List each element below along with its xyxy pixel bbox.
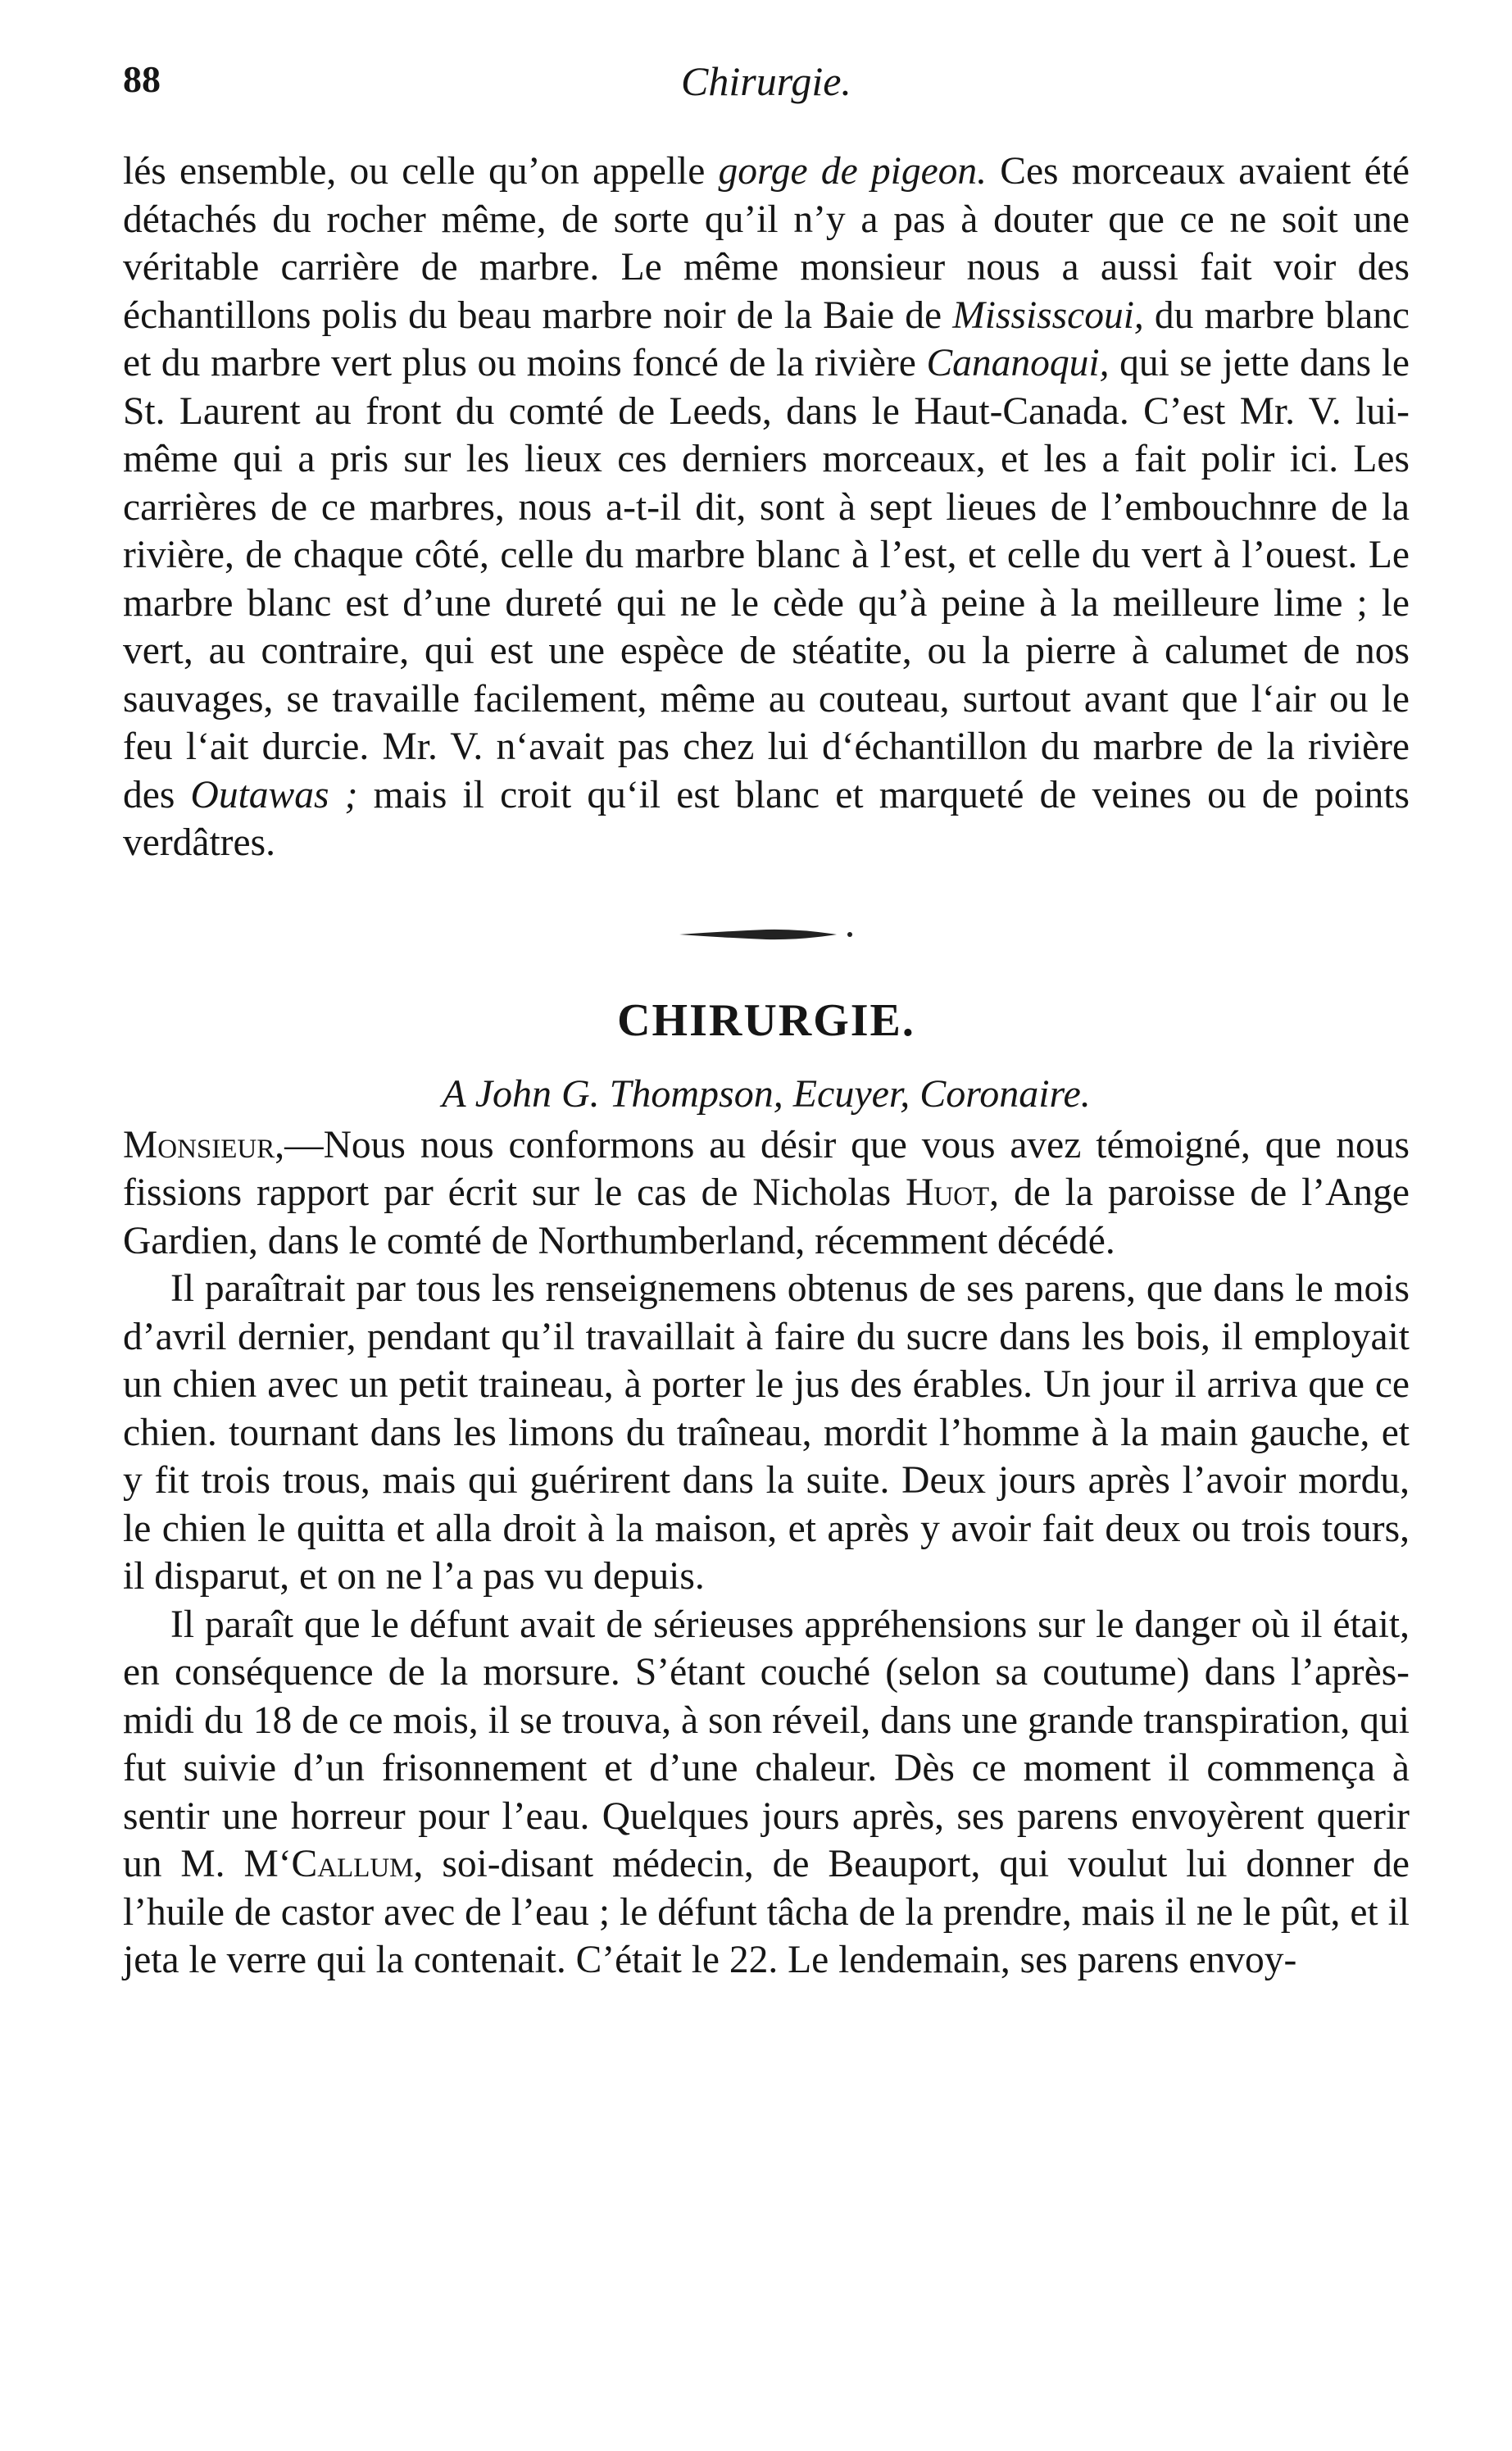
- marble-paragraph: [123, 148, 1410, 867]
- divider-ornament-icon: [676, 925, 856, 944]
- case-history-paragraph: Il paraîtrait par tous les renseignemens obtenus de ses parens, que dans le mois d’avril dernier, pendant qu’il travaillait à faire du sucre dans les bois, il employait un chien avec un petit traineau, à porter le jus des érables. Un jour il arriva que ce chien. tournant dans les limons du traîneau, mordit l’homme à la main gauche, et y fit trois trous, mais qui guérirent dans la suite. Deux jours après l’avoir mordu, le chien le quitta et alla droit à la maison, et après y avoir fait deux ou trois tours, il disparut, et on ne l’a pas vu depuis.: [123, 1267, 1410, 1598]
- doctor-name: M‘Callum: [243, 1843, 414, 1885]
- section-title: CHIRURGIE.: [617, 994, 915, 1046]
- symptoms-paragraph: [123, 1601, 1410, 1985]
- running-head: Chirurgie.: [681, 58, 851, 104]
- place-outawas: Outawas ;: [190, 773, 358, 816]
- book-page: [123, 57, 1410, 1985]
- letter-opening-paragraph: [123, 1121, 1410, 1266]
- section-divider-ornament: [123, 925, 1410, 949]
- patient-name: Huot: [906, 1171, 990, 1214]
- page-header: [123, 57, 1410, 115]
- marble-text-2: Ces morceaux avaient été détachés du rocher même, de sorte qu’il n’y a pas à douter que ce ne soit une véritable carrière de marbre. Le même monsieur nous a aussi fait voir des échantillons polis du beau marbre noir de la Baie de: [123, 150, 1410, 337]
- symptoms-text-2: , soi-disant médecin, de Beauport, qui voulut lui donner de l’huile de castor avec de l’eau ; le défunt tâcha de la prendre, mais il ne le pût, et il jeta le verre qui la contenait. C’était le 22. Le lendemain, ses parens envoy-: [123, 1843, 1410, 1981]
- opening-text-2: , de la paroisse de l’Ange Gardien, dans le comté de Northumberland, récemment décédé.: [123, 1171, 1410, 1262]
- marble-text-5: mais il croit qu‘il est blanc et marqueté de veines ou de points verdâtres.: [123, 773, 1410, 864]
- marble-text-3: du marbre blanc et du marbre vert plus ou moins foncé de la rivière: [123, 293, 1410, 384]
- letter-salutation: Monsieur,: [123, 1123, 285, 1166]
- marble-text-1: lés ensemble, ou celle qu’on appelle: [123, 150, 719, 193]
- place-mississcoui: Mississcoui,: [952, 293, 1144, 337]
- opening-text-1: —Nous nous conformons au désir que vous avez témoigné, que nous fissions rapport par écrit sur le cas de Nicholas: [123, 1123, 1410, 1214]
- symptoms-text-1: Il paraît que le défunt avait de sérieuses appréhensions sur le danger où il était, en conséquence de la morsure. S’étant couché (selon sa coutume) dans l’après-midi du 18 de ce mois, il se trouva, à son réveil, dans une grande transpiration, qui fut suivie d’un frisonnement et d’une chaleur. Dès ce moment il commença à sentir une horreur pour l’eau. Quelques jours après, ses parens envoyèrent querir un M.: [123, 1603, 1410, 1885]
- marble-term-gorge-de-pigeon: gorge de pigeon.: [718, 150, 988, 193]
- letter-address: A John G. Thompson, Ecuyer, Coronaire.: [442, 1071, 1091, 1116]
- page-number: 88: [123, 58, 161, 100]
- place-cananoqui: Cananoqui,: [926, 342, 1110, 384]
- marble-text-4: qui se jette dans le St. Laurent au front du comté de Leeds, dans le Haut-Canada. C’est Mr. V. lui-même qui a pris sur les lieux ces derniers morceaux, et les a fait polir ici. Les carrières de ce marbres, nous a-t-il dit, sont à sept lieues de l’embouchnre de la rivière, de chaque côté, celle du marbre blanc à l’est, et celle du vert à l’ouest. Le marbre blanc est d’une dureté qui ne le cède qu’à peine à la meilleure lime ; le vert, au contraire, qui est une espèce de stéatite, ou la pierre à calumet de nos sauvages, se travaille facilement, même au couteau, surtout avant que l‘air ou le feu l‘ait durcie. Mr. V. n‘avait pas chez lui d‘échantillon du marbre de la rivière des: [123, 342, 1410, 816]
